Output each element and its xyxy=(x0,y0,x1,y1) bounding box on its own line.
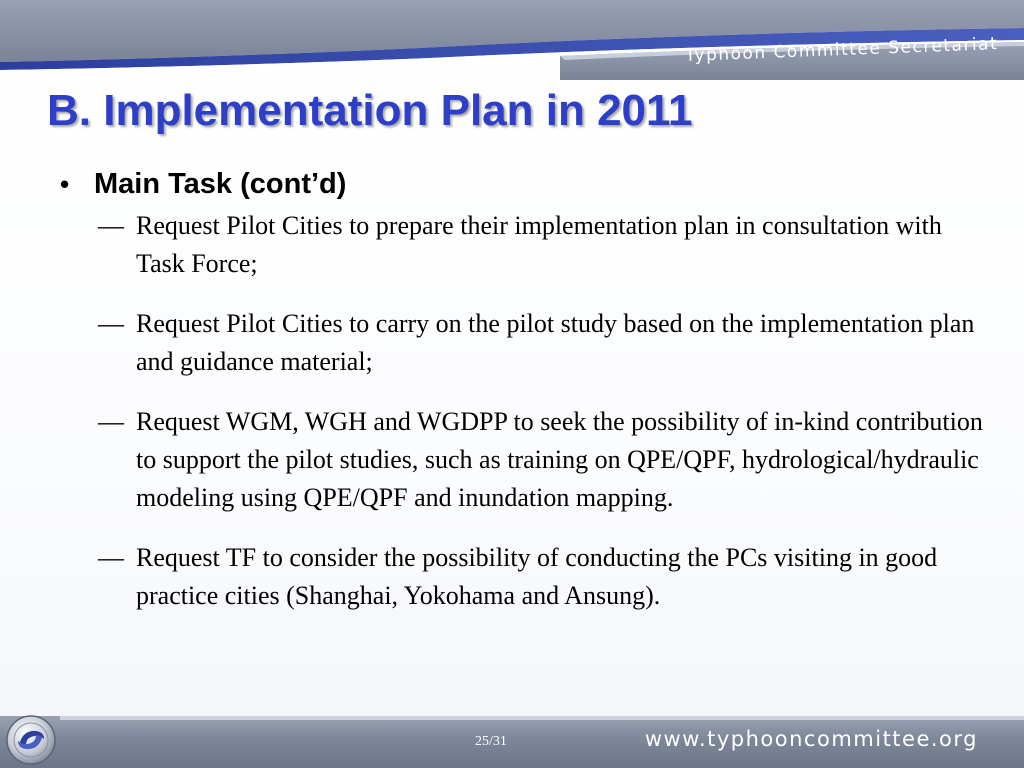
slide-content xyxy=(60,168,990,637)
sub-bullet-text: Request TF to consider the possibility of conducting the PCs visiting in good practice cities (Shanghai, Yokohama and Ansung). xyxy=(136,543,938,610)
dash-marker: ― xyxy=(98,407,124,436)
sub-bullet-text: Request Pilot Cities to prepare their implementation plan in consultation with Task Force; xyxy=(136,211,942,278)
sub-bullet-text: Request Pilot Cities to carry on the pilot study based on the implementation plan and guidance material; xyxy=(136,309,975,376)
main-bullet-text: Main Task (cont’d) xyxy=(94,168,347,200)
page-number: 25/31 xyxy=(475,734,507,749)
sub-bullet-item xyxy=(98,207,990,283)
footer-url: www.typhooncommittee.org xyxy=(644,727,978,751)
header-brand-text: Typhoon Committee Secretariat xyxy=(684,34,999,67)
bullet-marker: • xyxy=(60,169,70,199)
sub-bullet-item xyxy=(98,539,990,615)
main-bullet xyxy=(60,168,990,201)
slide-title: B. Implementation Plan in 2011 xyxy=(47,86,693,135)
typhoon-committee-logo-icon xyxy=(4,712,58,766)
dash-marker: ― xyxy=(98,309,124,338)
sub-bullet-item xyxy=(98,403,990,517)
sub-bullet-list xyxy=(60,207,990,615)
dash-marker: ― xyxy=(98,211,124,240)
sub-bullet-item xyxy=(98,305,990,381)
footer-stripe xyxy=(60,716,1024,720)
sub-bullet-text: Request WGM, WGH and WGDPP to seek the possibility of in-kind contribution to support the pilot studies, such as training on QPE/QPF, hydrological/hydraulic modeling using QPE/QPF and inundation mapping. xyxy=(136,407,983,512)
dash-marker: ― xyxy=(98,543,124,572)
